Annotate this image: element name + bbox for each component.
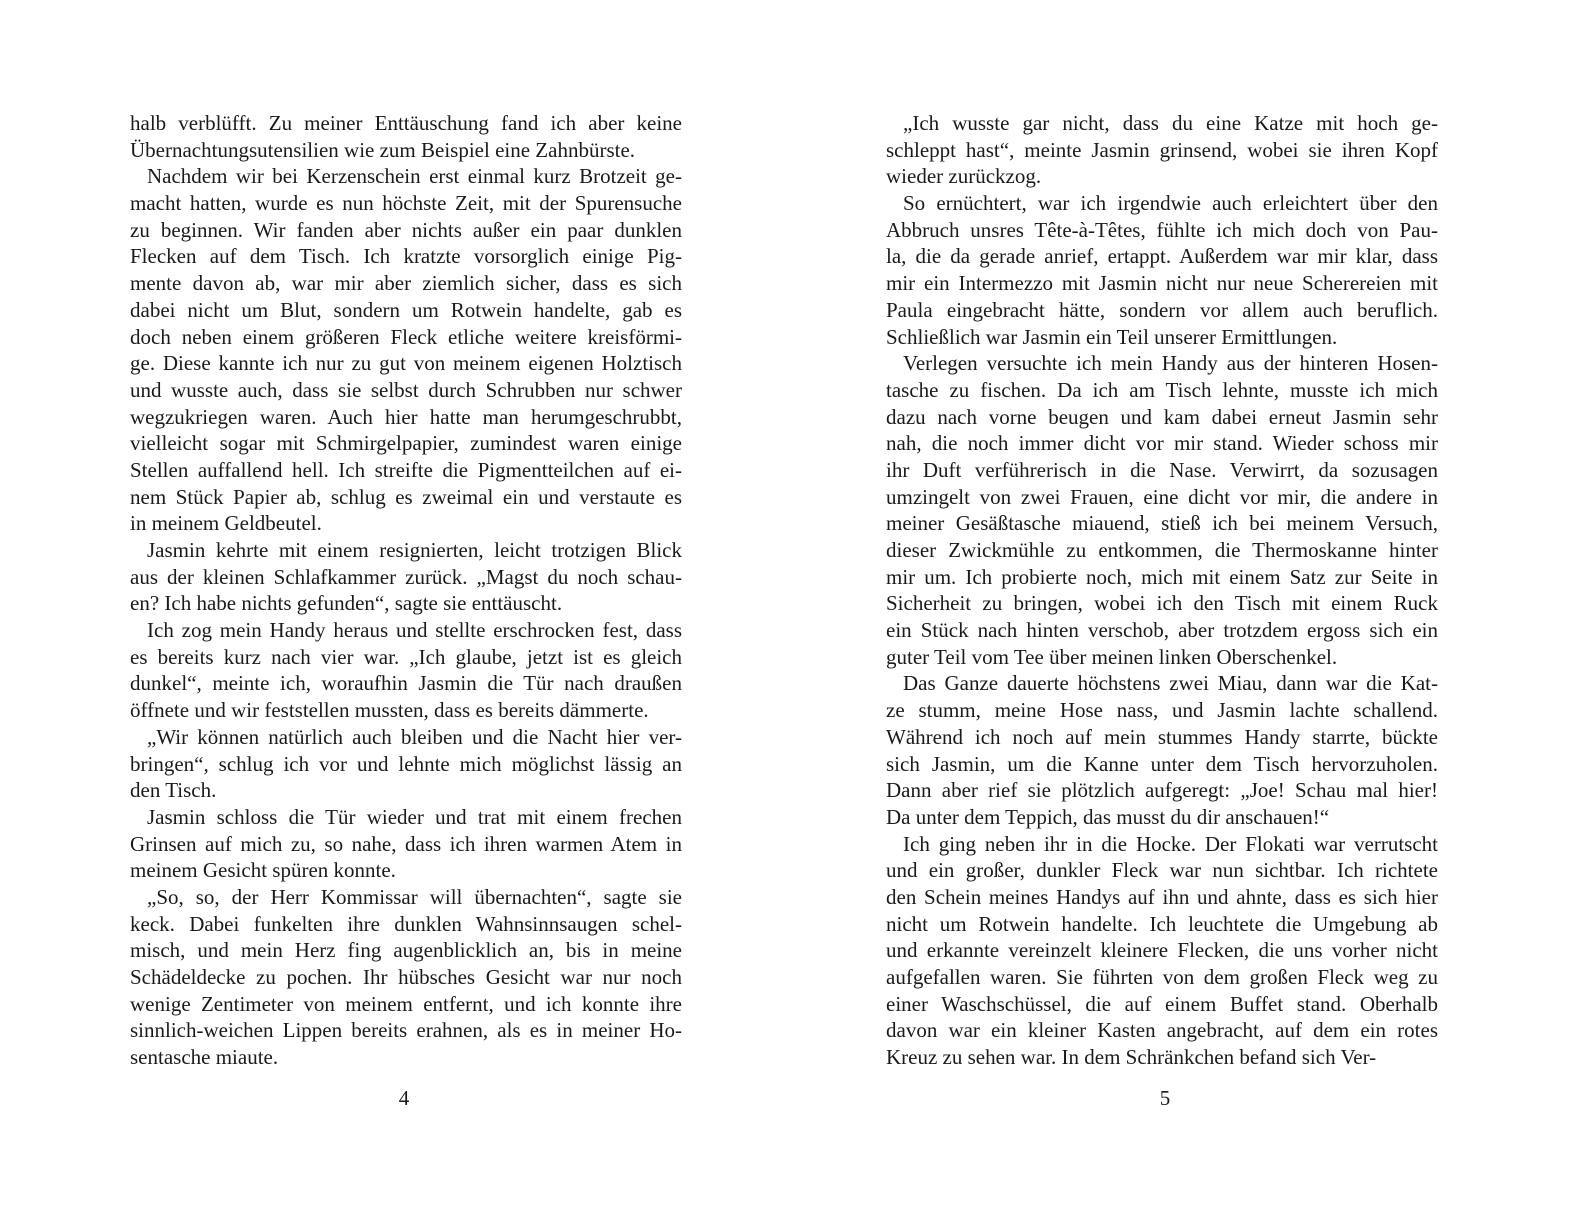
text-line: ze stumm, meine Hose nass, und Jasmin lachte schallend. — [886, 698, 1438, 723]
text-line: es bereits kurz nach vier war. „Ich glaube, jetzt ist es gleich — [130, 644, 682, 669]
text-line: „So, so, der Herr Kommissar will übernachten“, sagte sie — [147, 884, 682, 909]
left-page — [0, 0, 797, 1211]
text-line: Ich ging neben ihr in die Hocke. Der Flokati war verrutscht — [903, 831, 1438, 856]
text-line: „Wir können natürlich auch bleiben und die Nacht hier ver- — [147, 724, 682, 749]
text-line: dunkel“, meinte ich, woraufhin Jasmin die Tür nach draußen — [130, 671, 682, 696]
text-line: ein Stück nach hinten verschob, aber trotzdem ergoss sich ein — [886, 618, 1438, 643]
text-line: mir ein Intermezzo mit Jasmin nicht nur neue Scherereien mit — [886, 271, 1438, 296]
text-line: einer Waschschüssel, die auf einem Buffet stand. Oberhalb — [886, 991, 1438, 1016]
text-line: Stellen auffallend hell. Ich streifte die Pigmentteilchen auf ei- — [130, 457, 682, 482]
text-line: Da unter dem Teppich, das musst du dir anschauen!“ — [886, 804, 1330, 829]
paragraph — [886, 190, 1438, 350]
text-line: Das Ganze dauerte höchstens zwei Miau, dann war die Kat- — [903, 671, 1438, 696]
text-line: Kreuz zu sehen war. In dem Schränkchen befand sich Ver- — [886, 1045, 1377, 1070]
text-line: den Schein meines Handys auf ihn und ahnte, dass es sich hier — [886, 884, 1438, 909]
text-line: meiner Gesäßtasche miauend, stieß ich bei meinem Versuch, — [886, 511, 1438, 536]
text-line: schleppt hast“, meinte Jasmin grinsend, wobei sie ihren Kopf — [886, 137, 1438, 162]
paragraph — [886, 670, 1438, 830]
text-line: den Tisch. — [130, 778, 217, 803]
right-page — [797, 0, 1595, 1211]
text-line: in meinem Geldbeutel. — [130, 511, 322, 536]
text-line: Paula eingebracht hätte, sondern vor allem auch beruflich. — [886, 297, 1438, 322]
text-line: öffnete und wir feststellen mussten, dass es bereits dämmerte. — [130, 698, 649, 723]
text-line: sentasche miaute. — [130, 1045, 279, 1070]
text-line: sinnlich-weichen Lippen bereits erahnen, als es in meiner Ho- — [130, 1018, 682, 1043]
text-line: vielleicht sogar mit Schmirgelpapier, zumindest waren einige — [130, 431, 682, 456]
text-line: Schädeldecke zu pochen. Ihr hübsches Gesicht war nur noch — [130, 965, 682, 989]
text-line: nah, die noch immer dicht vor mir stand. Wieder schoss mir — [886, 431, 1438, 456]
paragraph — [130, 537, 682, 617]
text-line: halb verblüfft. Zu meiner Enttäuschung fand ich aber keine — [130, 111, 682, 135]
text-line: Nachdem wir bei Kerzenschein erst einmal kurz Brotzeit ge- — [147, 164, 682, 189]
text-line: Jasmin schloss die Tür wieder und trat mit einem frechen — [147, 804, 682, 829]
text-line: nem Stück Papier ab, schlug es zweimal ein und verstaute es — [130, 484, 682, 509]
text-line: en? Ich habe nichts gefunden“, sagte sie enttäuscht. — [130, 591, 563, 616]
text-line: dabei nicht um Blut, sondern um Rotwein handelte, gab es — [130, 297, 682, 322]
paragraph — [130, 884, 682, 1071]
text-line: Jasmin kehrte mit einem resignierten, leicht trotzigen Blick — [147, 538, 682, 562]
paragraph — [130, 724, 682, 804]
text-line: Sicherheit zu bringen, wobei ich den Tisch mit einem Ruck — [886, 591, 1438, 616]
paragraph — [130, 617, 682, 724]
text-line: meinem Gesicht spüren konnte. — [130, 858, 396, 883]
text-line: Übernachtungsutensilien wie zum Beispiel eine Zahnbürste. — [130, 137, 636, 162]
text-line: und wusste auch, dass sie selbst durch Schrubben nur schwer — [130, 377, 682, 402]
text-line: sich Jasmin, um die Kanne unter dem Tisch hervorzuholen. — [886, 751, 1438, 776]
text-line: und ein großer, dunkler Fleck war nun sichtbar. Ich richtete — [886, 858, 1438, 883]
text-line: dieser Zwickmühle zu entkommen, die Thermoskanne hinter — [886, 538, 1438, 562]
text-line: wenige Zentimeter von meinem entfernt, und ich konnte ihre — [130, 991, 682, 1016]
left-page-text — [130, 110, 682, 1071]
text-line: misch, und mein Herz fing augenblicklich an, bis in meine — [130, 938, 682, 963]
text-line: So ernüchtert, war ich irgendwie auch erleichtert über den — [903, 191, 1438, 216]
text-line: mente davon ab, war mir aber ziemlich sicher, dass es sich — [130, 271, 682, 296]
text-line: Während ich noch auf mein stummes Handy starrte, bückte — [886, 724, 1438, 749]
text-line: wegzukriegen waren. Auch hier hatte man herumgeschrubbt, — [130, 404, 682, 429]
text-line: tasche zu fischen. Da ich am Tisch lehnte, musste ich mich — [886, 377, 1438, 402]
text-line: umzingelt von zwei Frauen, eine dicht vor mir, die andere in — [886, 484, 1438, 509]
text-line: macht hatten, wurde es nun höchste Zeit, mit der Spurensuche — [130, 191, 682, 216]
text-line: Abbruch unsres Tête-à-Têtes, fühlte ich mich doch von Pau- — [886, 217, 1438, 242]
text-line: mir um. Ich probierte noch, mich mit einem Satz zur Seite in — [886, 564, 1438, 589]
text-line: keck. Dabei funkelten ihre dunklen Wahnsinnsaugen schel- — [130, 911, 682, 936]
text-line: aus der kleinen Schlafkammer zurück. „Magst du noch schau- — [130, 564, 682, 589]
text-line: la, die da gerade anrief, ertappt. Außerdem war mir klar, dass — [886, 244, 1438, 269]
right-page-text — [886, 110, 1438, 1071]
text-line: Ich zog mein Handy heraus und stellte erschrocken fest, dass — [147, 618, 682, 643]
text-line: Dann aber rief sie plötzlich aufgeregt: „Joe! Schau mal hier! — [886, 778, 1438, 803]
paragraph — [886, 350, 1438, 670]
text-line: doch neben einem größeren Fleck etliche weitere kreisförmi- — [130, 324, 682, 349]
text-line: Flecken auf dem Tisch. Ich kratzte vorsorglich einige Pig- — [130, 244, 682, 269]
text-line: und erkannte vereinzelt kleinere Flecken, die uns vorher nicht — [886, 938, 1438, 963]
paragraph — [886, 110, 1438, 190]
text-line: Verlegen versuchte ich mein Handy aus der hinteren Hosen- — [903, 351, 1438, 376]
text-line: dazu nach vorne beugen und kam dabei erneut Jasmin sehr — [886, 404, 1438, 429]
left-page-number: 4 — [398, 1086, 410, 1110]
paragraph — [130, 163, 682, 537]
paragraph — [130, 110, 682, 163]
text-line: ihr Duft verführerisch in die Nase. Verwirrt, da sozusagen — [886, 457, 1438, 482]
text-line: bringen“, schlug ich vor und lehnte mich möglichst lässig an — [130, 751, 682, 776]
paragraph — [130, 804, 682, 884]
text-line: „Ich wusste gar nicht, dass du eine Katze mit hoch ge- — [903, 111, 1438, 135]
paragraph — [886, 831, 1438, 1071]
text-line: Grinsen auf mich zu, so nahe, dass ich ihren warmen Atem in — [130, 831, 682, 856]
text-line: nicht um Rotwein handelte. Ich leuchtete die Umgebung ab — [886, 911, 1438, 936]
text-line: aufgefallen waren. Sie führten von dem großen Fleck weg zu — [886, 965, 1438, 989]
text-line: Schließlich war Jasmin ein Teil unserer Ermittlungen. — [886, 324, 1338, 349]
text-line: ge. Diese kannte ich nur zu gut von meinem eigenen Holztisch — [130, 351, 682, 376]
text-line: davon war ein kleiner Kasten angebracht, auf dem ein rotes — [886, 1018, 1438, 1043]
text-line: wieder zurückzog. — [886, 164, 1042, 189]
text-line: zu beginnen. Wir fanden aber nichts außer ein paar dunklen — [130, 217, 682, 242]
right-page-number: 5 — [1159, 1086, 1171, 1110]
text-line: guter Teil vom Tee über meinen linken Oberschenkel. — [886, 644, 1338, 669]
